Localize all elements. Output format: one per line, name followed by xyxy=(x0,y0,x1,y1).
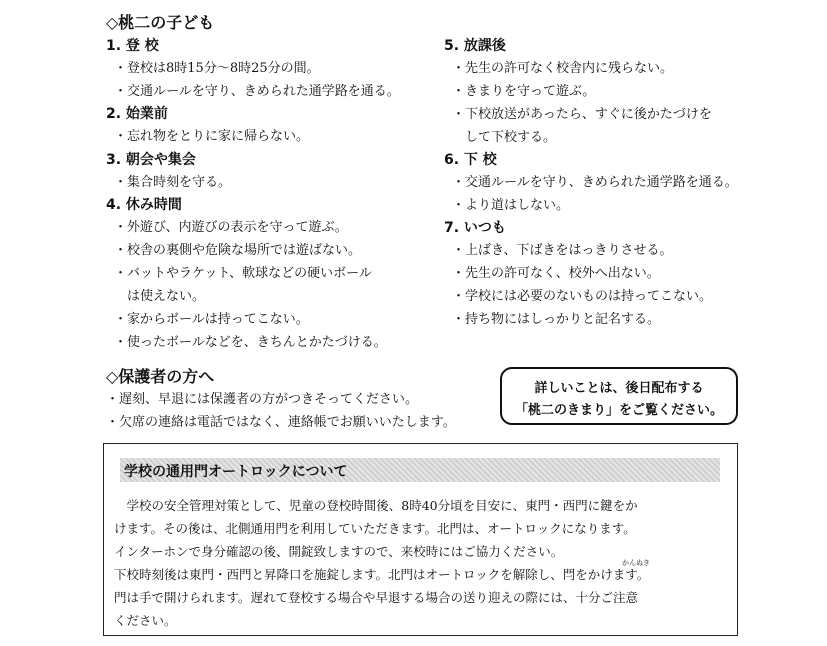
rule-item: ・上ばき、下ばきをはっきりさせる。 xyxy=(452,243,673,258)
autolock-paragraph-line: インターホンで身分確認の後、開錠致しますので、来校時にはご協力ください。 xyxy=(114,544,564,559)
autolock-paragraph-line: 門は手で開けられます。遅れて登校する場合や早退する場合の送り迎えの際には、十分ご注意 xyxy=(114,590,639,605)
rule-item: ・きまりを守って遊ぶ。 xyxy=(452,84,596,99)
autolock-header-band xyxy=(120,458,720,482)
rule-item: ・交通ルールを守り、きめられた通学路を通る。 xyxy=(452,175,738,190)
autolock-section xyxy=(103,443,738,636)
rule-item: して下校する。 xyxy=(452,130,557,145)
rule-item: ・忘れ物をとりに家に帰らない。 xyxy=(114,129,310,144)
rule-item: ・先生の許可なく校舎内に残らない。 xyxy=(452,61,674,76)
section-title-recess: 4. 休み時間 xyxy=(106,197,182,213)
rule-item: ・下校放送があったら、すぐに後かたづけを xyxy=(452,107,712,122)
rule-item: ・バットやラケット、軟球などの硬いボール xyxy=(114,266,372,281)
rule-item: ・使ったボールなどを、きちんとかたづける。 xyxy=(114,335,387,350)
guardian-item: ・遅刻、早退には保護者の方がつきそってください。 xyxy=(106,392,419,407)
rule-item: ・学校には必要のないものは持ってこない。 xyxy=(452,289,713,304)
section-title-arrival: 1. 登 校 xyxy=(106,38,159,54)
children-heading: ◇桃二の子ども xyxy=(106,13,215,32)
notice-line: 「桃二のきまり」をご覧ください。 xyxy=(514,403,723,418)
furigana-annotation: かんぬき xyxy=(622,559,650,567)
rule-item: ・登校は8時15分〜8時25分の間。 xyxy=(114,61,320,76)
autolock-paragraph-line: けます。その後は、北側通用門を利用していただきます。北門は、オートロックになります。 xyxy=(114,521,636,536)
rule-item: ・家からボールは持ってこない。 xyxy=(114,312,309,327)
autolock-paragraph-line: 学校の安全管理対策として、児童の登校時間後、8時40分頃を目安に、東門・西門に鍵をか xyxy=(114,498,638,513)
section-title-always: 7. いつも xyxy=(444,220,506,236)
rule-item: ・校舎の裏側や危険な場所では遊ばない。 xyxy=(114,243,362,258)
rule-item: は使えない。 xyxy=(114,289,206,304)
rule-item: ・持ち物にはしっかりと記名する。 xyxy=(452,312,661,327)
notice-line: 詳しいことは、後日配布する xyxy=(534,381,704,396)
rule-item: ・外遊び、内遊びの表示を守って遊ぶ。 xyxy=(114,220,348,235)
rule-item: ・先生の許可なく、校外へ出ない。 xyxy=(452,266,660,281)
autolock-title: 学校の通用門オートロックについて xyxy=(124,464,348,480)
section-title-going-home: 6. 下 校 xyxy=(444,152,497,168)
rule-item: ・より道はしない。 xyxy=(452,198,570,213)
rule-item: ・集合時刻を守る。 xyxy=(114,175,232,190)
guardians-heading: ◇保護者の方へ xyxy=(106,367,215,386)
guardian-item: ・欠席の連絡は電話ではなく、連絡帳でお願いいたします。 xyxy=(106,415,456,430)
autolock-paragraph-line: ください。 xyxy=(114,613,177,628)
section-title-before-school: 2. 始業前 xyxy=(106,106,168,122)
section-title-after-school: 5. 放課後 xyxy=(444,38,506,54)
autolock-paragraph-line: 下校時刻後は東門・西門と昇降口を施錠します。北門はオートロックを解除し、閂をかけます。 xyxy=(114,567,650,582)
section-title-assembly: 3. 朝会や集会 xyxy=(106,152,196,168)
rule-item: ・交通ルールを守り、きめられた通学路を通る。 xyxy=(114,84,400,99)
rules-notice-box xyxy=(500,367,738,425)
